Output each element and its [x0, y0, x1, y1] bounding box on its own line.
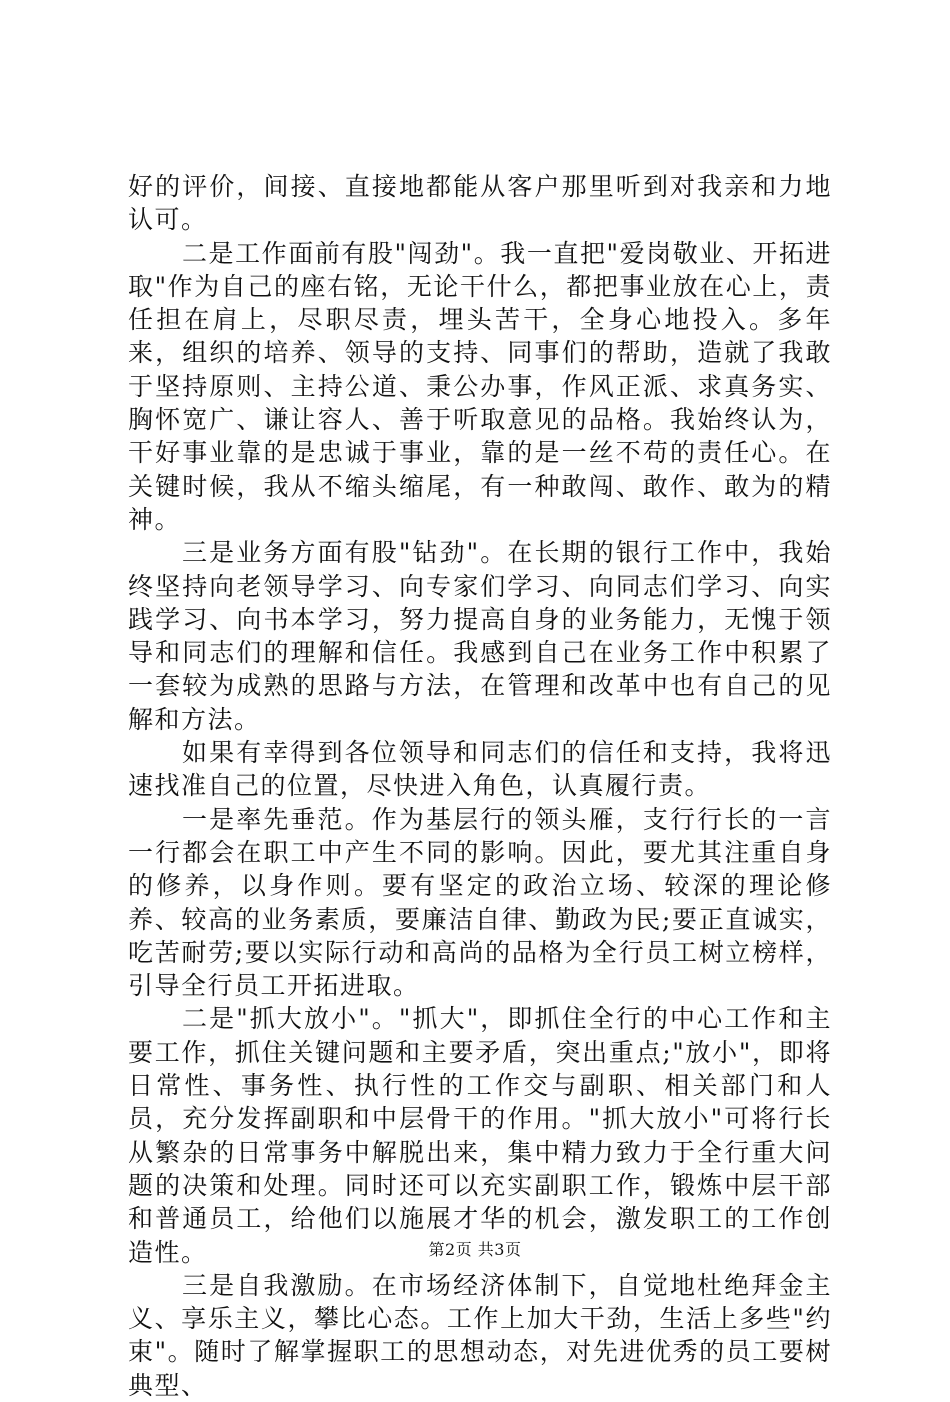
page-footer: 第2页 共3页: [428, 1240, 522, 1259]
paragraph-grasp-big: 二是"抓大放小"。"抓大"，即抓住全行的中心工作和主要工作，抓住关键问题和主要矛盾，突出重点;"放小"，即将日常性、事务性、执行性的工作交与副职、相关部门和人员，充分发挥副职和中层骨干的作用。"抓大放小"可将行长从繁杂的日常事务中解脱出来，集中精力致力于全行重大问题的决策和处理。同时还可以充实副职工作，锻炼中层干部和普通员工，给他们以施展才华的机会，激发职工的工作创造性。: [128, 1004, 832, 1267]
paragraph-continuation: 好的评价，间接、直接地都能从客户那里听到对我亲和力地认可。: [128, 172, 832, 235]
paragraph-chuangjin: 二是工作面前有股"闯劲"。我一直把"爱岗敬业、开拓进取"作为自己的座右铭，无论干什么，都把事业放在心上，责任担在肩上，尽职尽责，埋头苦干，全身心地投入。多年来，组织的培养、领导的支持、同事们的帮助，造就了我敢于坚持原则、主持公道、秉公办事，作风正派、求真务实、胸怀宽广、谦让容人、善于听取意见的品格。我始终认为，干好事业靠的是忠诚于事业，靠的是一丝不苟的责任心。在关键时候，我从不缩头缩尾，有一种敢闯、敢作、敢为的精神。: [128, 238, 832, 534]
paragraph-if-trusted: 如果有幸得到各位领导和同志们的信任和支持，我将迅速找准自己的位置，尽快进入角色，认真履行责。: [128, 738, 832, 801]
body-text: [128, 170, 832, 1402]
paragraph-self-motivation: 三是自我激励。在市场经济体制下，自觉地杜绝拜金主义、享乐主义，攀比心态。工作上加大干劲，生活上多些"约束"。随时了解掌握职工的思想动态，对先进优秀的员工要树典型、: [128, 1270, 832, 1400]
paragraph-lead-by-example: 一是率先垂范。作为基层行的领头雁，支行行长的一言一行都会在职工中产生不同的影响。因此，要尤其注重自身的修养，以身作则。要有坚定的政治立场、较深的理论修养、较高的业务素质，要廉洁自律、勤政为民;要正直诚实，吃苦耐劳;要以实际行动和高尚的品格为全行员工树立榜样，引导全行员工开拓进取。: [128, 804, 832, 1001]
paragraph-zuanjin: 三是业务方面有股"钻劲"。在长期的银行工作中，我始终坚持向老领导学习、向专家们学习、向同志们学习、向实践学习、向书本学习，努力提高自身的业务能力，无愧于领导和同志们的理解和信任。我感到自己在业务工作中积累了一套较为成熟的思路与方法，在管理和改革中也有自己的见解和方法。: [128, 538, 832, 734]
